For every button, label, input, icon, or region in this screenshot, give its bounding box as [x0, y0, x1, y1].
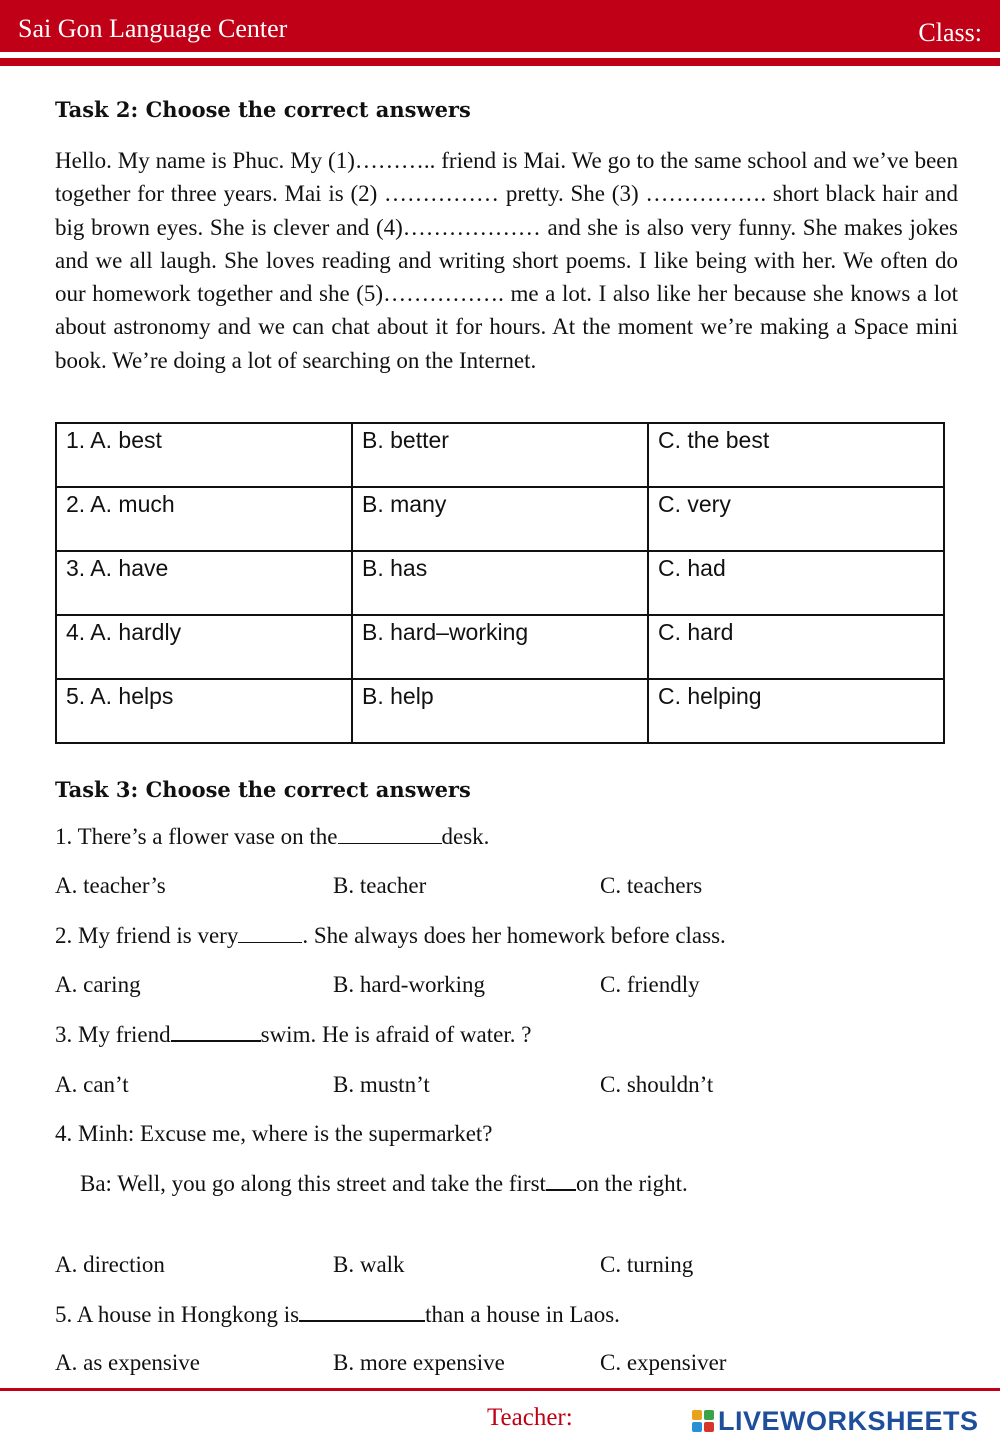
- question-4-reply: [80, 1171, 688, 1197]
- option-cell[interactable]: B. better: [352, 423, 648, 487]
- answer-blank[interactable]: [171, 1022, 261, 1042]
- teacher-label: Teacher:: [487, 1404, 573, 1431]
- question-5: [55, 1302, 620, 1328]
- question-4: [55, 1121, 493, 1147]
- question-text: 4. Minh: Excuse me, where is the supermarket?: [55, 1121, 493, 1146]
- option-cell[interactable]: 4. A. hardly: [56, 615, 352, 679]
- option-c[interactable]: C. turning: [600, 1252, 694, 1277]
- option-c[interactable]: C. shouldn’t: [600, 1072, 714, 1097]
- answer-blank[interactable]: [338, 825, 442, 844]
- question-text: than a house in Laos.: [425, 1302, 620, 1327]
- answer-blank[interactable]: [546, 1171, 576, 1191]
- question-text: swim. He is afraid of water. ?: [260, 1022, 532, 1047]
- option-a[interactable]: A. caring: [55, 972, 141, 997]
- table-row: [56, 487, 944, 551]
- liveworksheets-logo-icon: [692, 1410, 714, 1432]
- option-cell[interactable]: 1. A. best: [56, 423, 352, 487]
- table-row: [56, 423, 944, 487]
- brand-name: LIVEWORKSHEETS: [718, 1405, 979, 1436]
- option-cell[interactable]: 2. A. much: [56, 487, 352, 551]
- option-a[interactable]: A. as expensive: [55, 1350, 200, 1375]
- option-cell[interactable]: B. hard–working: [352, 615, 648, 679]
- question-text: 3. My friend: [55, 1022, 171, 1047]
- question-text: 2. My friend is very: [55, 923, 239, 948]
- question-3: [55, 1022, 531, 1048]
- option-b[interactable]: B. walk: [333, 1252, 405, 1277]
- question-1: [55, 824, 489, 850]
- passage-text: Hello. My name is Phuc. My (1)……….. friend is Mai. We go to the same school and we’ve been together for three years. Mai is (2) …………… pretty. She (3) ……………. short black hair and big brown eyes. She is clever and (4)……………… and she is also very funny. She makes jokes and we all laugh. She loves reading and writing short poems. I like being with her. We often do our homework together and she (5)……………. me a lot. I also like her because she knows a lot about astronomy and we can chat about it for hours. At the moment we’re making a Space mini book. We’re doing a lot of searching on the Internet.: [55, 148, 958, 373]
- question-text: on the right.: [575, 1171, 688, 1196]
- option-cell[interactable]: B. has: [352, 551, 648, 615]
- option-cell[interactable]: C. had: [648, 551, 944, 615]
- header-divider: [0, 58, 1000, 66]
- option-a[interactable]: A. direction: [55, 1252, 165, 1277]
- reading-passage: [55, 144, 958, 377]
- option-cell[interactable]: 3. A. have: [56, 551, 352, 615]
- option-b[interactable]: B. mustn’t: [333, 1072, 430, 1097]
- question-2: [55, 923, 726, 949]
- question-text: desk.: [441, 824, 490, 849]
- question-text: Ba: Well, you go along this street and take the first: [80, 1171, 546, 1196]
- header-bar: [0, 0, 1000, 52]
- option-b[interactable]: B. more expensive: [333, 1350, 505, 1375]
- table-row: [56, 679, 944, 743]
- footer-divider: [0, 1388, 1000, 1391]
- question-text: 5. A house in Hongkong is: [55, 1302, 300, 1327]
- answer-blank[interactable]: [238, 924, 302, 943]
- option-b[interactable]: B. teacher: [333, 873, 427, 898]
- option-c[interactable]: C. expensiver: [600, 1350, 727, 1375]
- option-cell[interactable]: B. many: [352, 487, 648, 551]
- task2-title: Task 2: Choose the correct answers: [55, 97, 471, 122]
- center-name: Sai Gon Language Center: [18, 14, 288, 43]
- option-b[interactable]: B. hard-working: [333, 972, 486, 997]
- option-cell[interactable]: C. helping: [648, 679, 944, 743]
- answer-blank[interactable]: [299, 1302, 425, 1322]
- option-cell[interactable]: C. the best: [648, 423, 944, 487]
- option-cell[interactable]: B. help: [352, 679, 648, 743]
- question-text: 1. There’s a flower vase on the: [55, 824, 338, 849]
- table-row: [56, 615, 944, 679]
- table-row: [56, 551, 944, 615]
- option-a[interactable]: A. teacher’s: [55, 873, 166, 898]
- option-c[interactable]: C. friendly: [600, 972, 700, 997]
- liveworksheets-brand: [692, 1404, 979, 1438]
- option-cell[interactable]: C. hard: [648, 615, 944, 679]
- task2-options-table: [55, 422, 945, 744]
- option-cell[interactable]: C. very: [648, 487, 944, 551]
- option-c[interactable]: C. teachers: [600, 873, 703, 898]
- task3-title: Task 3: Choose the correct answers: [55, 777, 471, 802]
- question-text: . She always does her homework before class.: [302, 923, 726, 948]
- option-a[interactable]: A. can’t: [55, 1072, 129, 1097]
- option-cell[interactable]: 5. A. helps: [56, 679, 352, 743]
- class-label: Class:: [918, 18, 982, 47]
